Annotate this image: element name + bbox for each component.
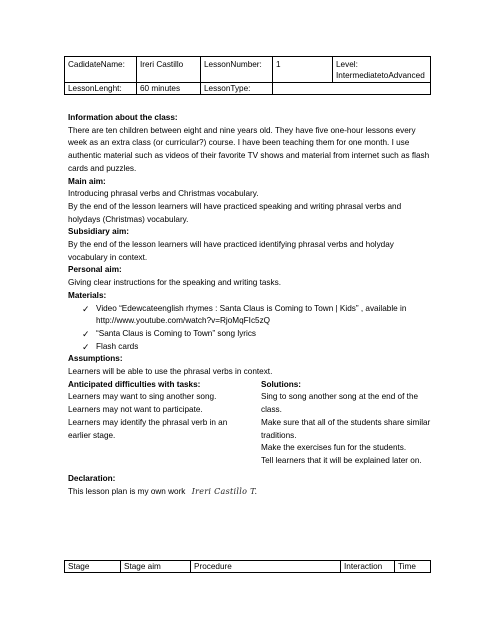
declaration-section — [68, 473, 433, 498]
solution-3: Make the exercises fun for the students. — [261, 443, 407, 453]
materials-item — [68, 328, 433, 341]
materials-item — [68, 341, 433, 354]
checkmark-icon: ✓ — [82, 328, 90, 339]
lesson-length-value: 60 minutes — [137, 83, 201, 95]
info-text: There are ten children between eight and nine years old. They have five one-hour lessons every week as an extra class (or curricular?) course. I have been teaching them for one month. I use authentic material such as videos of their favorite TV shows and material from internet such as flash cards and puzzles. — [68, 125, 430, 173]
lesson-header-table — [64, 56, 431, 95]
difficulties-heading: Anticipated difficulties with tasks: — [68, 379, 201, 389]
solutions-heading: Solutions: — [261, 379, 302, 389]
header-row-1 — [65, 57, 431, 83]
col-stage-aim: Stage aim — [121, 561, 191, 573]
col-time: Time — [395, 561, 431, 573]
difficulty-2: Learners may not want to participate. — [68, 405, 203, 415]
col-stage: Stage — [65, 561, 121, 573]
level-value: IntermediatetoAdvanced — [336, 71, 425, 80]
stage-table-header — [65, 561, 431, 573]
level-label: Level: — [336, 60, 358, 69]
header-row-2 — [65, 83, 431, 95]
personal-aim-text: Giving clear instructions for the speaking and writing tasks. — [68, 278, 281, 288]
solution-2: Make sure that all of the students share similar traditions. — [261, 417, 431, 440]
col-procedure: Procedure — [191, 561, 341, 573]
materials-item — [68, 303, 433, 328]
materials-list — [68, 303, 433, 354]
declaration-text: This lesson plan is my own work — [68, 486, 186, 496]
lesson-number-label: LessonNumber: — [201, 57, 273, 83]
difficulties-column — [68, 379, 248, 443]
difficulty-1: Learners may want to sing another song. — [68, 392, 217, 402]
lesson-number-value: 1 — [273, 57, 333, 83]
lesson-length-label: LessonLenght: — [65, 83, 137, 95]
main-aim-line1: Introducing phrasal verbs and Christmas vocabulary. — [68, 189, 259, 199]
materials-item-text: “Santa Claus is Coming to Town” song lyrics — [96, 328, 257, 338]
candidate-name-value: Ireri Castillo — [137, 57, 201, 83]
main-aim-line2: By the end of the lesson learners will have practiced speaking and writing phrasal verbs and holydays (Christmas) vocabulary. — [68, 201, 402, 224]
stage-table — [64, 560, 431, 573]
candidate-name-label: CadidateName: — [65, 57, 137, 83]
subsidiary-aim-text: By the end of the lesson learners will have practiced identifying phrasal verbs and holyday vocabulary in context. — [68, 240, 394, 262]
subsidiary-aim-heading: Subsidiary aim: — [68, 227, 129, 237]
solutions-column — [261, 379, 433, 468]
materials-heading: Materials: — [68, 290, 107, 300]
checkmark-icon: ✓ — [82, 341, 90, 352]
main-aim-heading: Main aim: — [68, 176, 106, 186]
lesson-type-label: LessonType: — [201, 83, 273, 95]
info-heading: Information about the class: — [68, 113, 178, 122]
solution-1: Sing to song another song at the end of the class. — [261, 392, 419, 415]
declaration-line — [68, 486, 433, 499]
signature: Ireri Castillo T. — [191, 486, 258, 496]
col-interaction: Interaction — [341, 561, 395, 573]
assumptions-text: Learners will be able to use the phrasal verbs in context. — [68, 367, 273, 377]
declaration-heading: Declaration: — [68, 474, 116, 483]
assumptions-heading: Assumptions: — [68, 354, 123, 364]
difficulties-solutions — [68, 379, 433, 465]
materials-item-text: Flash cards — [96, 341, 139, 351]
checkmark-icon: ✓ — [82, 303, 90, 314]
level-cell — [333, 57, 431, 83]
personal-aim-heading: Personal aim: — [68, 265, 122, 275]
solution-4: Tell learners that it will be explained later on. — [261, 455, 422, 465]
lesson-type-value — [273, 83, 431, 95]
materials-item-text: Video “Edewcateenglish rhymes : Santa Claus is Coming to Town | Kids” , available in http://www.youtube.com/watch?v=RjoMqFIc5zQ — [96, 303, 407, 326]
difficulty-3: Learners may identify the phrasal verb in an earlier stage. — [68, 417, 228, 440]
lesson-plan-body — [68, 112, 433, 465]
